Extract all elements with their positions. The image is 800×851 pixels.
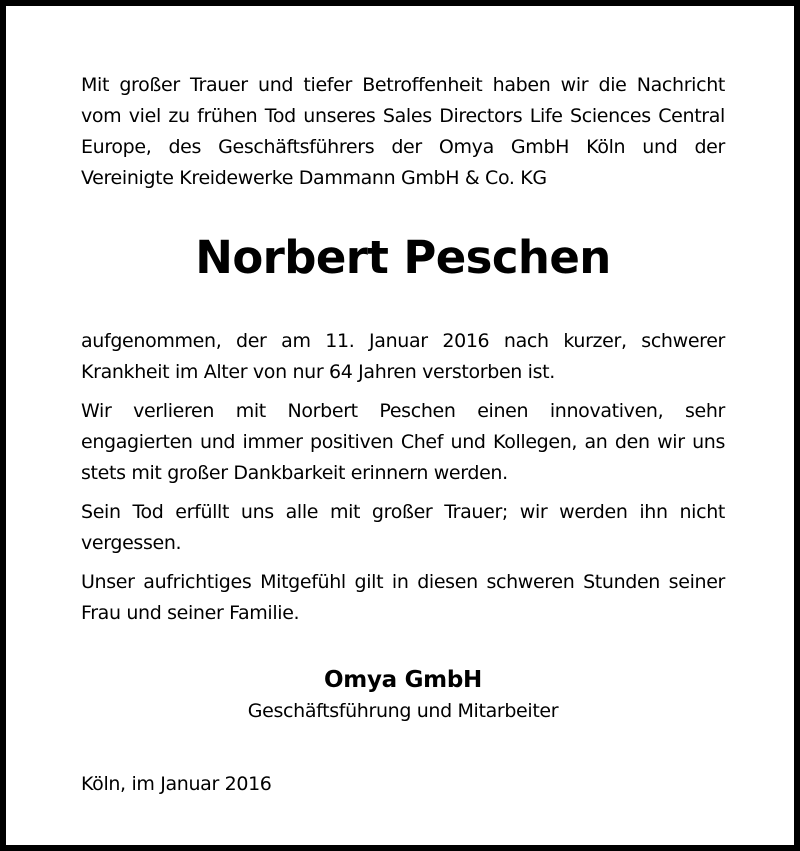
notice-content (81, 70, 725, 800)
signature-subtitle: Geschäftsführung und Mitarbeiter (247, 700, 559, 722)
condolence-paragraph: Unser aufrichtiges Mitgefühl gilt in diesen schweren Stunden seiner Frau und seiner Familie. (81, 571, 725, 624)
signature-company: Omya GmbH (324, 667, 482, 693)
death-details-paragraph: aufgenommen, der am 11. Januar 2016 nach kurzer, schwerer Krankheit im Alter von nur 64 Jahren verstorben ist. (81, 330, 725, 383)
deceased-name: Norbert Peschen (195, 231, 611, 284)
tribute-paragraph: Wir verlieren mit Norbert Peschen einen innovativen, sehr engagierten und immer positiven Chef und Kollegen, an den wir uns stets mit großer Dankbarkeit erinnern werden. (81, 400, 725, 484)
intro-paragraph: Mit großer Trauer und tiefer Betroffenheit haben wir die Nachricht vom viel zu frühen Tod unseres Sales Directors Life Sciences Central Europe, des Geschäftsführers der Omya GmbH Köln und der Vereinigte Kreidewerke Dammann GmbH & Co. KG (81, 74, 725, 189)
place-and-date: Köln, im Januar 2016 (81, 773, 272, 795)
mourning-paragraph: Sein Tod erfüllt uns alle mit großer Trauer; wir werden ihn nicht vergessen. (81, 501, 725, 554)
